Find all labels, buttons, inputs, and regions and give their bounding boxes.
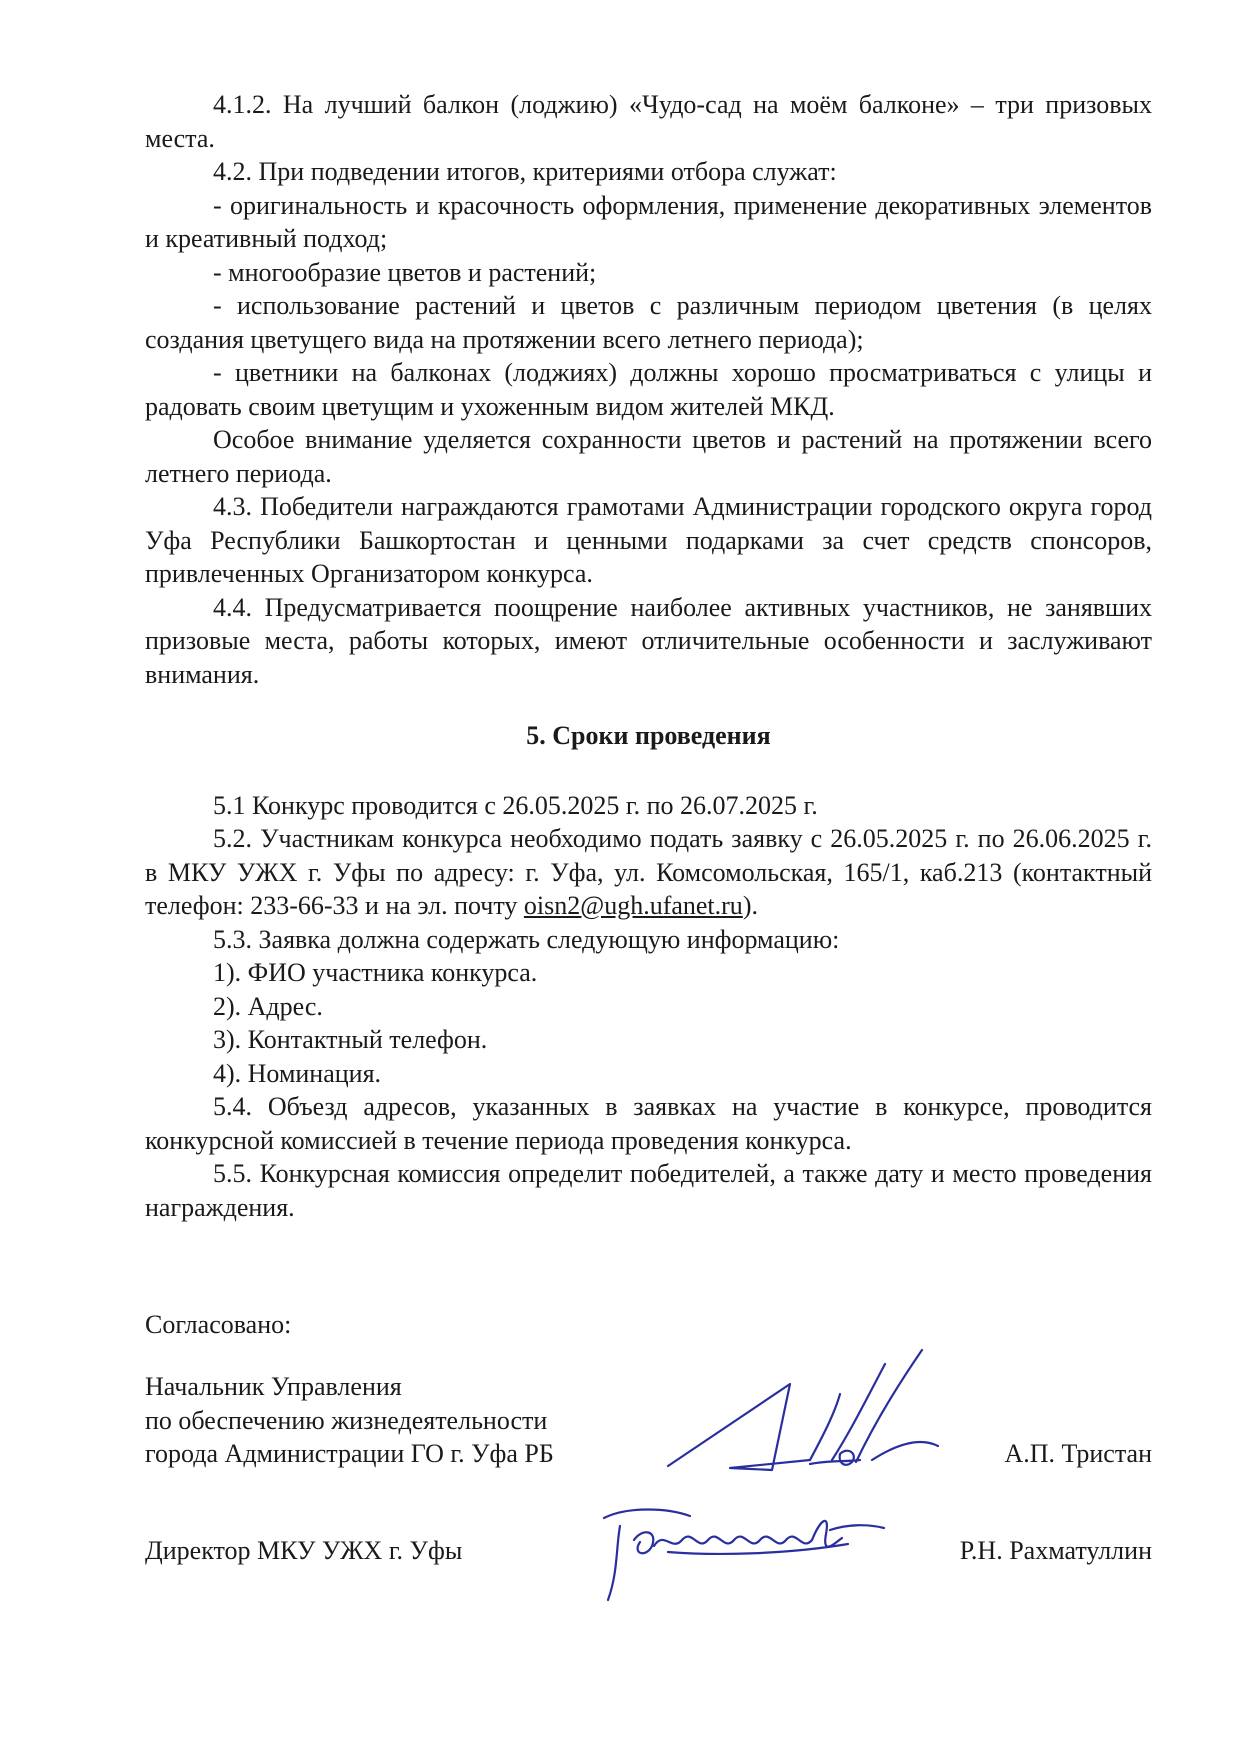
list-item-phone: 3). Контактный телефон. [213, 1025, 488, 1054]
signer-1-position-line-1: Начальник Управления [145, 1372, 402, 1401]
paragraph-special-attention: Особое внимание уделяется сохранности цветов и растений на протяжении всего летнего периода. [145, 425, 1152, 488]
document-page [145, 88, 1152, 1388]
signature-1-image [660, 1342, 950, 1482]
agreed-label: Согласовано: [145, 1310, 292, 1339]
criterion-flowering-period: - использование растений и цветов с различным периодом цветения (в целях создания цветущего вида на протяжении всего летнего периода); [145, 291, 1152, 354]
paragraph-5-3: 5.3. Заявка должна содержать следующую информацию: [213, 924, 840, 954]
paragraph-5-1: 5.1 Конкурс проводится с 26.05.2025 г. по 26.07.2025 г. [213, 790, 818, 820]
paragraph-4-4: 4.4. Предусматривается поощрение наиболее активных участников, не занявших призовые места, работы которых, имеют отличительные особенности и заслуживают внимания. [145, 592, 1152, 689]
criterion-originality: - оригинальность и красочность оформления, применение декоративных элементов и креативный подход; [145, 190, 1152, 253]
signer-1-position-line-2: по обеспечению жизнедеятельности [145, 1405, 548, 1435]
criterion-visibility: - цветники на балконах (лоджиях) должны хорошо просматриваться с улицы и радовать своим цветущим и ухоженным видом жителей МКД. [145, 358, 1152, 421]
paragraph-4-2: 4.2. При подведении итогов, критериями отбора служат: [213, 157, 837, 186]
paragraph-4-3: 4.3. Победители награждаются грамотами Администрации городского округа город Уфа Республики Башкортостан и ценными подарками за счет средств спонсоров, привлеченных Организатором конкурса. [145, 492, 1152, 588]
paragraph-5-4: 5.4. Объезд адресов, указанных в заявках на участие в конкурсе, проводится конкурсной комиссией в течение периода проведения конкурса. [145, 1092, 1152, 1155]
signer-1-position-line-3: города Администрации ГО г. Уфа РБ [145, 1439, 554, 1468]
paragraph-5-2 [145, 822, 1152, 923]
paragraph-4-1-2: 4.1.2. На лучший балкон (лоджию) «Чудо-сад на моём балконе» – три призовых места. [145, 90, 1152, 153]
paragraph-5-5: 5.5. Конкурсная комиссия определит победителей, а также дату и место проведения награждения. [145, 1159, 1152, 1222]
signature-2-image [598, 1500, 888, 1610]
paragraph-5-2-text: 5.2. Участникам конкурса необходимо подать заявку с 26.05.2025 г. по 26.06.2025 г. в МКУ УЖХ г. Уфы по адресу: г. Уфа, ул. Комсомольская, 165/1, каб.213 (контактный телефон: 233-66-33 и на эл. почту [145, 824, 1152, 920]
list-item-address: 2). Адрес. [213, 991, 323, 1021]
paragraph-5-2-end: ). [742, 891, 758, 920]
criterion-diversity: - многообразие цветов и растений; [213, 257, 597, 287]
signer-2-position: Директор МКУ УЖХ г. Уфы [145, 1536, 463, 1565]
section-5-title: 5. Сроки проведения [526, 721, 771, 750]
list-item-fio: 1). ФИО участника конкурса. [213, 958, 538, 987]
signer-1-position [145, 1370, 665, 1471]
list-item-nomination: 4). Номинация. [213, 1058, 382, 1088]
signer-1-block [145, 1370, 1152, 1480]
email-link[interactable]: oisn2@ugh.ufanet.ru [523, 891, 743, 920]
signer-1-name: А.П. Тристан [1004, 1439, 1152, 1468]
signer-2-name: Р.Н. Рахматуллин [959, 1536, 1152, 1565]
